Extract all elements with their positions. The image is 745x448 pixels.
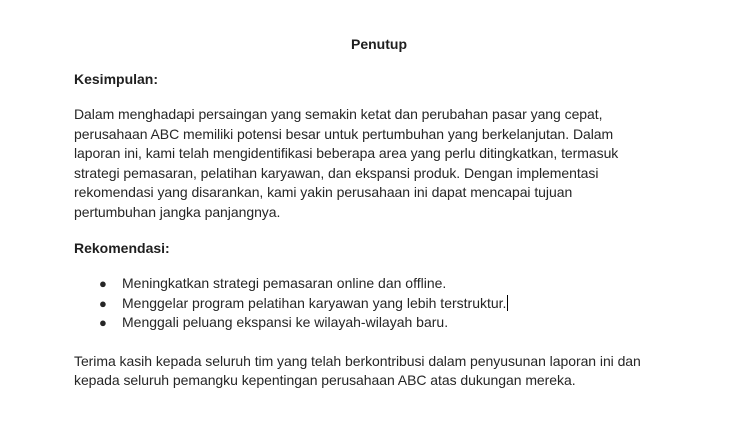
closing-line: Terima kasih kepada seluruh tim yang telah berkontribusi dalam penyusunan laporan ini dan [74,352,641,369]
list-item[interactable] [74,294,684,314]
recommendations-heading: Rekomendasi: [74,240,170,256]
conclusion-heading: Kesimpulan: [74,71,159,87]
list-item-text: Menggali peluang ekspansi ke wilayah-wilayah baru. [122,314,449,330]
document-title: Penutup [351,36,407,52]
list-item-text: Menggelar program pelatihan karyawan yang lebih terstruktur. [122,294,507,311]
closing-line: kepada seluruh pemangku kepentingan perusahaan ABC atas dukungan mereka. [74,372,576,388]
conclusion-line: laporan ini, kami telah mengidentifikasi beberapa area yang perlu ditingkatkan, termasuk [74,145,619,161]
conclusion-line: perusahaan ABC memiliki potensi besar untuk pertumbuhan yang berkelanjutan. Dalam [74,125,614,142]
list-item[interactable] [74,274,684,294]
bullet-icon: ● [99,276,107,291]
document-page[interactable] [74,35,684,391]
closing-paragraph[interactable] [74,352,684,391]
conclusion-paragraph[interactable] [74,105,684,222]
bullet-icon: ● [99,315,107,330]
conclusion-line: pertumbuhan jangka panjangnya. [74,203,281,220]
list-item-text: Meningkatkan strategi pemasaran online dan offline. [122,275,447,291]
bullet-icon: ● [99,295,107,311]
conclusion-line: rekomendasi yang disarankan, kami yakin perusahaan ini dapat mencapai tujuan [74,184,573,200]
list-item[interactable] [74,313,684,333]
text-cursor [507,295,508,311]
conclusion-line: Dalam menghadapi persaingan yang semakin ketat dan perubahan pasar yang cepat, [74,106,603,122]
recommendations-list[interactable] [74,274,684,333]
conclusion-line: strategi pemasaran, pelatihan karyawan, dan ekspansi produk. Dengan implementasi [74,164,599,181]
